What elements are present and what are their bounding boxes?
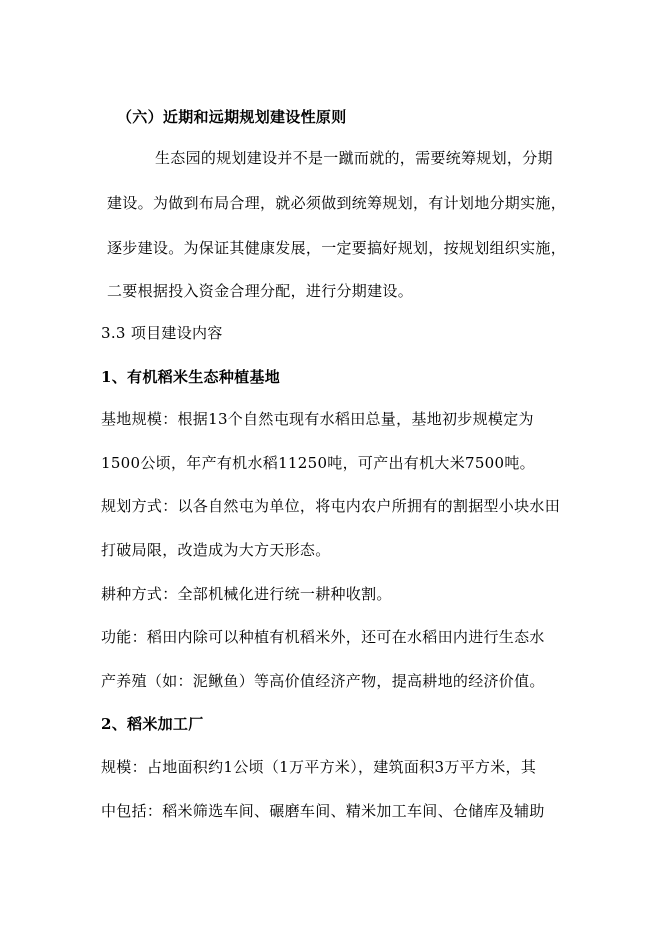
item1-heading: 1、有机稻米生态种植基地 <box>101 368 281 386</box>
subsection-heading: 3.3 项目建设内容 <box>101 324 223 342</box>
principle-line-4: 二要根据投入资金合理分配，进行分期建设。 <box>107 282 414 300</box>
factory-scale-line-2: 中包括：稻米筛选车间、碾磨车间、精米加工车间、仓储库及辅助 <box>101 802 545 820</box>
farming-method: 耕种方式：全部机械化进行统一耕种收割。 <box>101 585 392 603</box>
principle-line-2: 建设。为做到布局合理，就必须做到统筹规划，有计划地分期实施， <box>107 194 567 212</box>
item2-heading: 2、稻米加工厂 <box>101 715 204 733</box>
base-scale-line-2: 1500公顷，年产有机水稻11250吨，可产出有机大米7500吨。 <box>101 454 535 472</box>
planning-method-line-1: 规划方式：以各自然屯为单位，将屯内农户所拥有的割据型小块水田 <box>101 497 561 515</box>
planning-method-line-2: 打破局限，改造成为大方天形态。 <box>101 541 331 559</box>
principle-line-3: 逐步建设。为保证其健康发展，一定要搞好规划，按规划组织实施， <box>107 239 567 257</box>
function-line-2: 产养殖（如：泥鳅鱼）等高价值经济产物，提高耕地的经济价值。 <box>101 672 545 690</box>
base-scale-line-1: 基地规模：根据13个自然屯现有水稻田总量，基地初步规模定为 <box>101 410 534 428</box>
factory-scale-line-1: 规模：占地面积约1公顷（1万平方米），建筑面积3万平方米，其 <box>101 758 537 776</box>
principle-line-1: 生态园的规划建设并不是一蹴而就的，需要统筹规划，分期 <box>155 149 553 167</box>
function-line-1: 功能：稻田内除可以种植有机稻米外，还可在水稻田内进行生态水 <box>101 628 545 646</box>
section-heading: （六）近期和远期规划建设性原则 <box>117 108 347 126</box>
